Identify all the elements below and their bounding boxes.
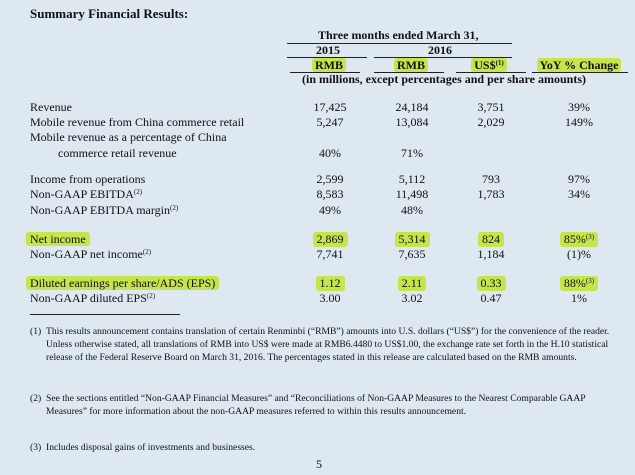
diluted-eps-2016: 2.11 [382,276,442,291]
footnote-separator [30,314,180,315]
non-gaap-eps-usd: 0.47 [480,291,502,305]
ebitda-2015: 8,583 [316,187,344,201]
net-income-yoy: 85%$^{(3)}$ [546,232,612,247]
column-header-rmb-2016: RMB [380,58,442,73]
diluted-eps-yoy: 88%$^{(3)}$ [546,276,612,291]
revenue-2016: 24,184 [395,100,429,114]
revenue-yoy: 39% [568,100,590,114]
units-note: (in millions, except percentages and per share amounts) [302,72,586,86]
non-gaap-net-income-2016: 7,635 [398,247,426,261]
row-label-diluted-eps: Diluted earnings per share/ADS (EPS) [30,276,219,291]
row-label-non-gaap-ebitda: Non-GAAP EBITDA$^{(2)}$ [30,187,143,201]
income-operations-2015: 2,599 [316,172,344,186]
non-gaap-net-income-2015: 7,741 [316,247,344,261]
diluted-eps-usd: 0.33 [466,276,516,291]
non-gaap-eps-yoy: 1% [571,291,587,305]
diluted-eps-2015: 1.12 [300,276,360,291]
page-number: 5 [316,457,322,471]
net-income-usd: 824 [466,232,516,247]
ebitda-yoy: 34% [568,187,590,201]
net-income-2015: 2,869 [300,232,360,247]
non-gaap-net-income-usd: 1,184 [477,247,505,261]
mobile-revenue-usd: 2,029 [477,115,505,129]
ebitda-margin-2016: 48% [401,203,423,217]
income-operations-yoy: 97% [568,172,590,186]
footnote-1: (1) This results announcement contains translation of certain Renminbi (“RMB”) amounts into U.S. dollars (“US$”) for the convenience of the reader. Unless otherwise stated, all translations of RMB into US$ were made at RMB6.4480 to US$1.00, the exchange rate set forth in the H.10 statistical release of the Federal Reserve Board on March 31, 2016. The percentages stated in this release are calculated based on the RMB amounts. [30,326,610,363]
income-operations-2016: 5,112 [398,172,426,186]
footnote-2: (2) See the sections entitled “Non-GAAP Financial Measures” and “Reconciliations of Non-GAAP Measures to the Nearest Comparable GAAP Measures” for more information about the non-GAAP measures referred to within this results announcement. [30,393,586,417]
row-label-mobile-revenue: Mobile revenue from China commerce retail [30,115,245,129]
column-header-yoy: YoY % Change [526,58,632,73]
page-title: Summary Financial Results: [30,6,189,21]
ebitda-2016: 11,498 [395,187,429,201]
year-2015-header: 2015 [316,43,340,57]
mobile-percentage-2015: 40% [319,146,341,160]
footnote-3: (3) Includes disposal gains of investments and businesses. [30,442,256,453]
period-header: Three months ended March 31, [318,28,479,42]
column-header-rmb-2015: RMB [298,58,360,73]
ebitda-usd: 1,783 [477,187,505,201]
ebitda-margin-2015: 49% [319,203,341,217]
net-income-2016: 5,314 [382,232,442,247]
income-operations-usd: 793 [482,172,500,186]
non-gaap-eps-2016: 3.02 [401,291,423,305]
year-2016-header: 2016 [428,43,452,57]
row-label-mobile-percentage: Mobile revenue as a percentage of China [30,130,227,144]
non-gaap-eps-2015: 3.00 [319,291,341,305]
row-label-non-gaap-diluted-eps: Non-GAAP diluted EPS$^{(2)}$ [30,291,156,305]
row-label-mobile-percentage-line2: commerce retail revenue [58,146,177,160]
row-label-ebitda-margin: Non-GAAP EBITDA margin$^{(2)}$ [30,203,179,217]
revenue-usd: 3,751 [477,100,505,114]
row-label-non-gaap-net-income: Non-GAAP net income$^{(2)}$ [30,247,152,261]
column-header-usd: US\$$^{(1)}$ [458,58,520,73]
mobile-revenue-yoy: 149% [565,115,593,129]
mobile-percentage-2016: 71% [401,146,423,160]
non-gaap-net-income-yoy: (1)% [567,247,591,261]
row-label-revenue: Revenue [30,100,72,114]
mobile-revenue-2015: 5,247 [316,115,344,129]
row-label-income-from-operations: Income from operations [30,172,146,186]
row-label-net-income: Net income [30,232,90,247]
mobile-revenue-2016: 13,084 [395,115,429,129]
revenue-2015: 17,425 [313,100,347,114]
